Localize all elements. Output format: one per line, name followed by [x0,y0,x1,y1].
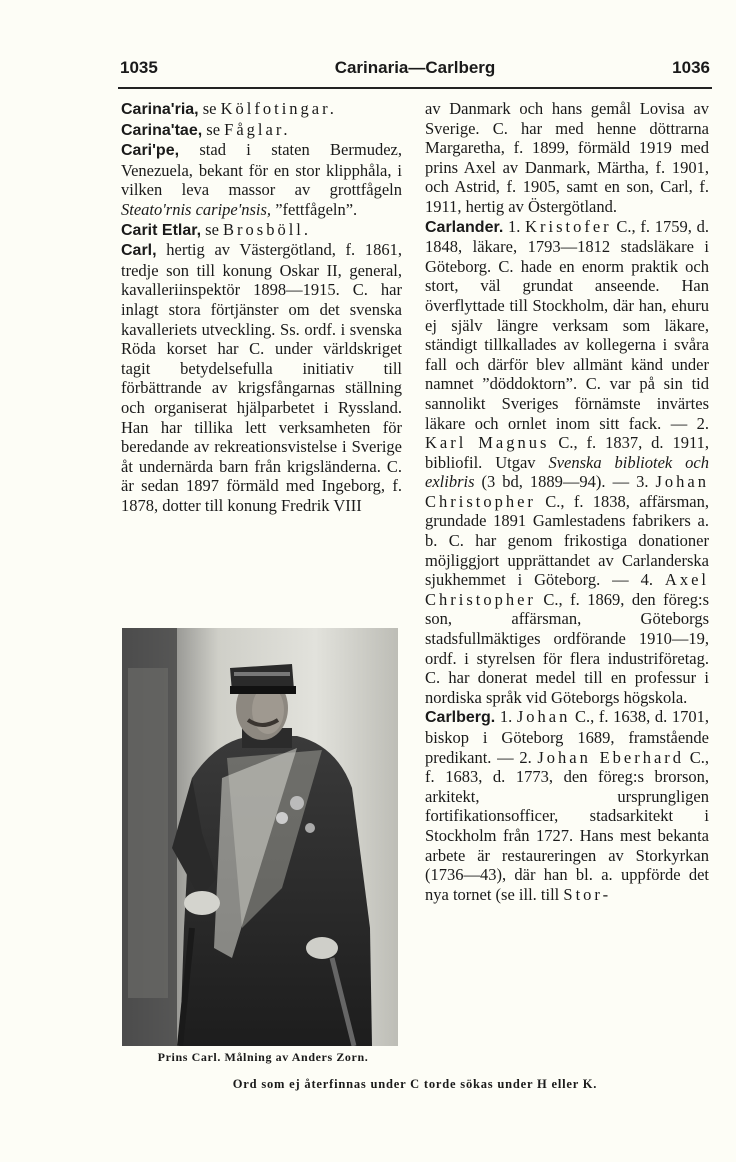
page-number-left: 1035 [120,58,158,77]
headword: Carina'tae, [121,121,203,139]
footer-note: Ord som ej återfinnas under C torde sökas under H eller K. [232,1077,598,1091]
headword: Carlander. [425,218,504,236]
entry-text: C., f. 1838, affärsman, grundade 1891 Gamlestadens fabrikers a. b. C. har genom frikostiga donationer möjliggjort upprättandet av Carlanderska sjukhemmet i Göteborg. — 4. [425,491,709,590]
left-column [121,99,402,515]
entry-carit-etlar [121,220,402,241]
entry-text: se [202,99,221,118]
portrait-painting [122,628,398,1046]
entry-text: stad i staten Bermudez, Venezuela, bekant för en stor klipphåla, i vilken leva massor av grottfågeln [121,140,402,200]
entry-carl [121,240,402,515]
spaced-name: Kristofer [525,216,612,236]
entry-text: (3 bd, 1889—94). — 3. [474,472,656,492]
headword: Carit Etlar, [121,221,202,239]
portrait-prince-carl [122,628,398,1046]
entry-carl-continued [425,99,709,217]
cross-reference: Stor- [563,884,612,904]
entry-caripe [121,140,402,219]
entry-carinatae [121,120,402,141]
spaced-name: Johan Eberhard [537,747,685,767]
headword: Carina'ria, [121,101,199,118]
running-header [120,58,710,84]
page-title: Carinaria—Carlberg [334,58,496,77]
entry-text: C., f. 1869, den föreg:s son, affärsman, Göteborgs stadsfullmäktiges ordförande 1910—19, ordf. i styrelsen för flera industriföretag. C. har donerat medel till en professur i nordiska språk vid Göteborgs högskola. [425,589,709,707]
entry-text: av Danmark och hans gemål Lovisa av Sverige. C. har med henne döttrarna Margaretha, f. 1899, förmäld 1919 med prins Axel av Danmark, Märtha, f. 1901, och Astrid, f. 1905, samt en son, Carl, f. 1911, hertig av Östergötland. [425,99,709,216]
cross-reference: Fåglar. [224,119,291,139]
entry-text: C., f. 1837, d. 1911, bibliofil. Utgav [425,433,709,472]
book-title: Svenska bibliotek och exlibris [425,452,709,492]
spaced-name: Johan [516,707,571,727]
entry-text: hertig av Västergötland, f. 1861, tredje son till konung Oskar II, general, kavalleriinspektör 1898—1915. C. har inlagt stora förtjänster om det svenska kavalleriets utveckling. Ss. ordf. i svenska Röda korset har C. under världskriget tagit betydelsefulla initiativ till förbättrande av krigsfångarnas ställning och organiserat hjälparbetet i Ryssland. Han har tillika lett verksamheten för beredande av rekreationsvistelse i Sverige åt undernärda barn från krigsländerna. C. är sedan 1897 förmäld med Ingeborg, f. 1878, dotter till konung Fredrik VIII [121,240,402,515]
header-rule [118,87,712,89]
spaced-name: Axel Christopher [425,570,709,609]
headword: Carl, [121,242,157,260]
headword: Cari'pe, [121,142,180,160]
entry-text: se [201,219,224,239]
spaced-name: Johan Christopher [425,472,709,511]
cross-reference: Kölfotingar. [220,99,337,118]
entry-carinaria [121,99,402,120]
cross-reference: Brosböll. [223,219,311,239]
entry-text: 1. [495,707,517,727]
entry-text: se [202,119,225,139]
right-column [425,99,709,904]
entry-text: C., f. 1759, d. 1848, läkare, 1793—1812 stadsläkare i Göteborg. C. hade en enorm praktik och stort, väl grundat anseende. Han överflyttade till Stockholm, där han, ehuru ej själv längre verksam som läkare, ständigt tillkallades av kollegerna i svåra fall och därför blev allmänt känd under namnet ”döddoktorn”. C. var på sin tid sannolikt Sveriges förnämste invärtes läkare och ornlet inom sitt fack. — 2. [425,216,709,433]
headword: Carlberg. [425,709,496,727]
entry-text: ”fettfågeln”. [271,199,358,219]
latin-name: Steato'rnis caripe'nsis, [121,199,272,219]
entry-text: C., f. 1638, d. 1701, biskop i Göteborg 1689, framstående predikant. — 2. [425,707,709,767]
entry-text: 1. [503,216,526,236]
entry-carlberg [425,707,709,904]
entry-carlander [425,217,709,708]
entry-text: C., f. 1683, d. 1773, den föreg:s brorson, arkitekt, ursprungligen fortifikationsofficer, stadsarkitekt i Stockholm från 1727. Hans mest bekanta arbete är restaureringen av Storkyrkan (1736—43), där han bl. a. uppförde det nya tornet (se ill. till [425,747,709,904]
page-number-right: 1036 [672,58,710,77]
figure-caption: Prins Carl. Målning av Anders Zorn. [157,1050,369,1064]
spaced-name: Karl Magnus [425,433,550,453]
